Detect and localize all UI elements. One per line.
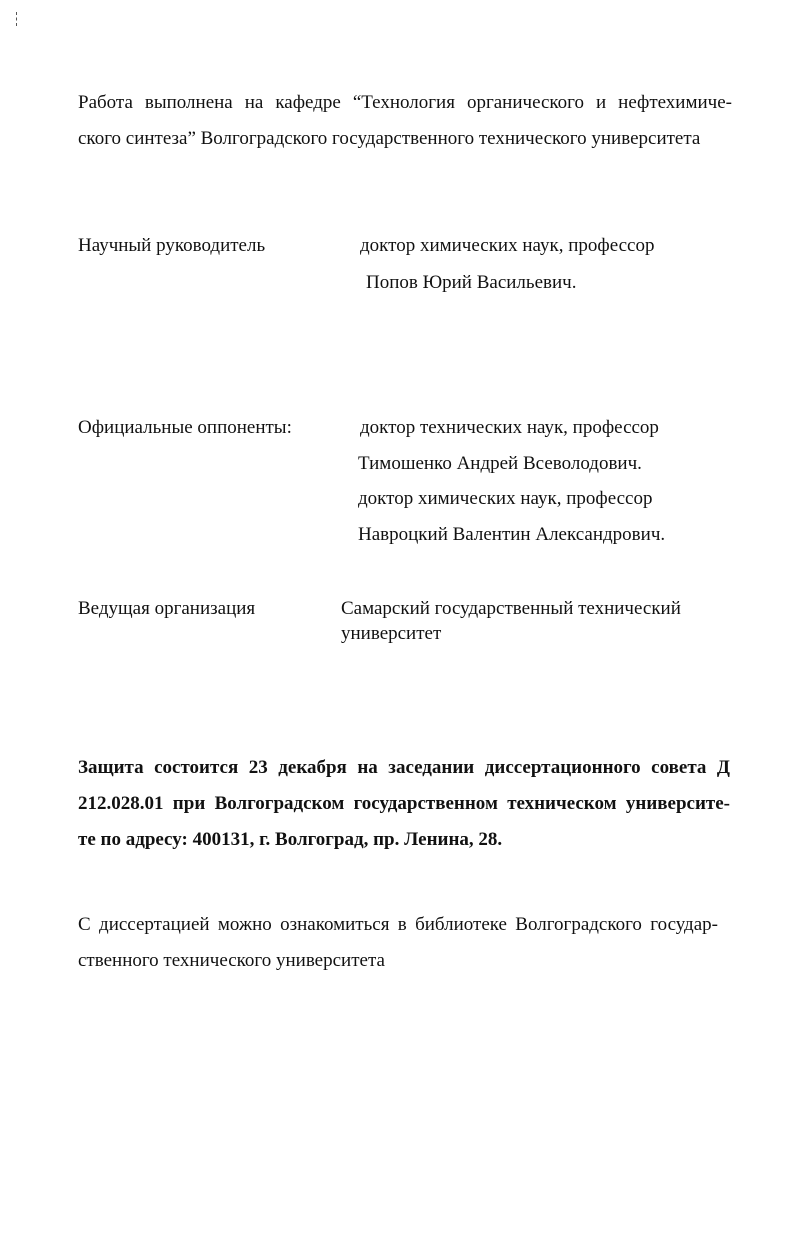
defense-line-2: 212.028.01 при Волгоградском государственном техническом университе- <box>78 793 730 814</box>
supervisor-name: Попов Юрий Васильевич. <box>366 272 577 293</box>
leading-org-line-2: университет <box>341 623 442 644</box>
leading-org-label: Ведущая организация <box>78 598 256 619</box>
defense-line-3: те по адресу: 400131, г. Волгоград, пр. Ленина, 28. <box>78 829 503 850</box>
supervisor-label: Научный руководитель <box>78 235 266 256</box>
scan-mark <box>16 12 18 26</box>
intro-line-2: ского синтеза” Волгоградского государственного технического университета <box>78 128 701 149</box>
leading-org-line-1: Самарский государственный технический <box>341 598 681 619</box>
library-line-1: С диссертацией можно ознакомиться в библиотеке Волгоградского государ- <box>78 914 718 935</box>
library-line-2: ственного технического университета <box>78 950 385 971</box>
opponents-label: Официальные оппоненты: <box>78 417 292 438</box>
supervisor-degree: доктор химических наук, профессор <box>360 235 655 256</box>
defense-line-1: Защита состоится 23 декабря на заседании диссертационного совета Д <box>78 757 730 778</box>
opponent-1-degree: доктор технических наук, профессор <box>360 417 659 438</box>
opponent-2-degree: доктор химических наук, профессор <box>358 488 653 509</box>
intro-line-1: Работа выполнена на кафедре “Технология органического и нефтехимиче- <box>78 92 732 113</box>
opponent-1-name: Тимошенко Андрей Всеволодович. <box>358 453 642 474</box>
opponent-2-name: Навроцкий Валентин Александрович. <box>358 524 666 545</box>
